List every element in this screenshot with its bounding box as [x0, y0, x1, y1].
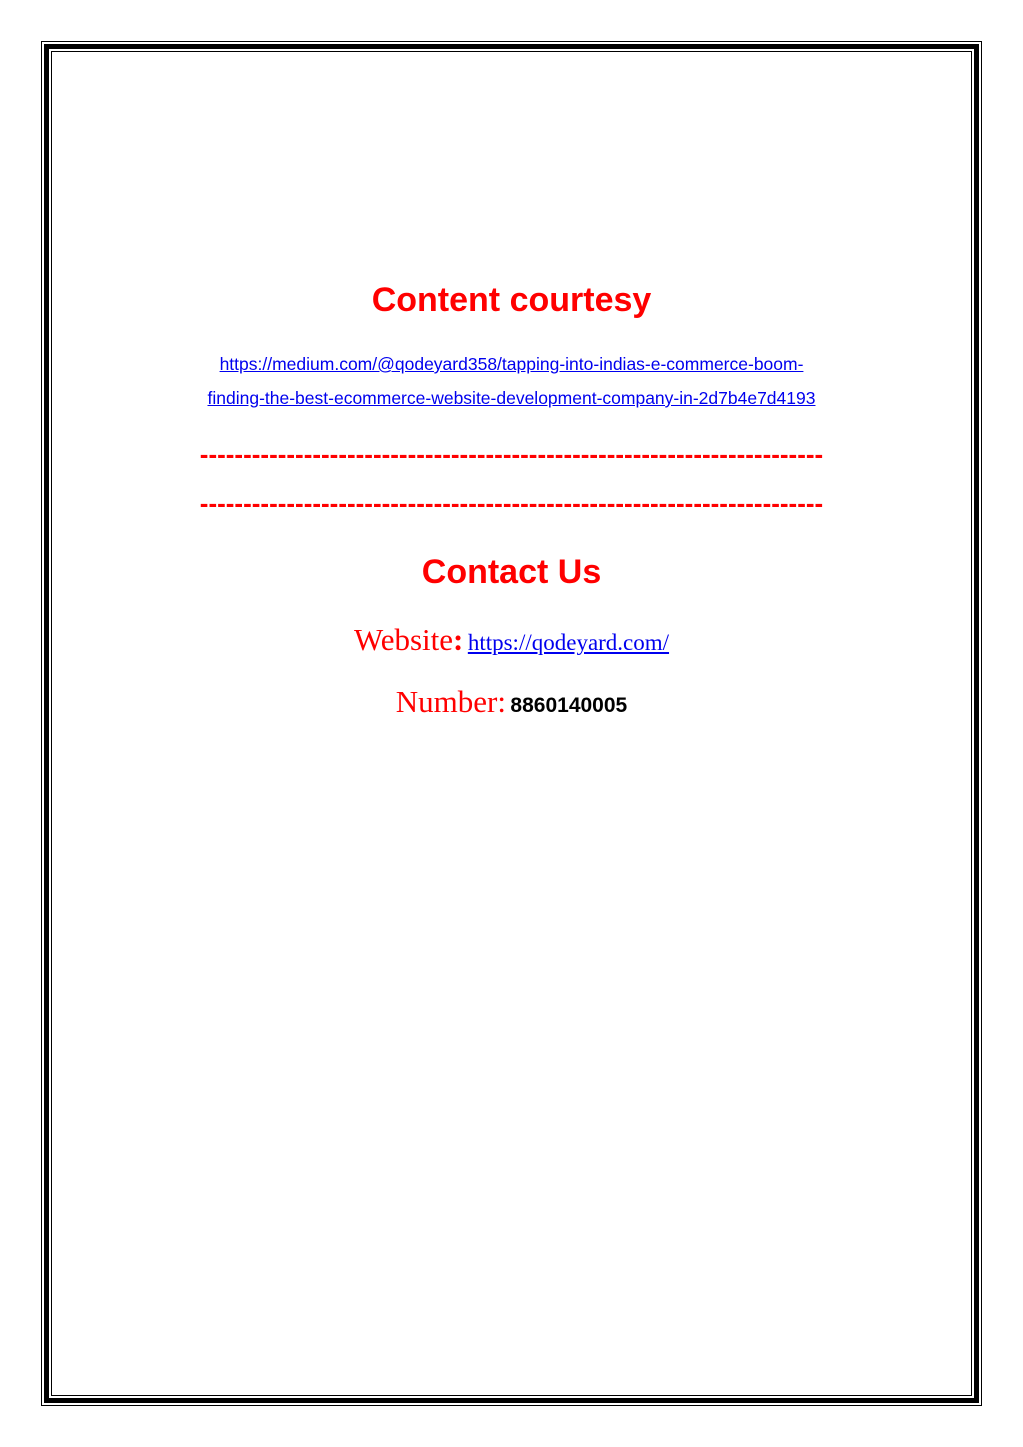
courtesy-link-line-1[interactable]: https://medium.com/@qodeyard358/tapping-into-indias-e-commerce-boom- — [219, 354, 804, 374]
content-courtesy-heading: Content courtesy — [371, 281, 652, 319]
website-row — [52, 622, 971, 658]
website-label: Website — [353, 622, 454, 657]
phone-number: 8860140005 — [510, 694, 628, 717]
number-label: Number: — [395, 684, 506, 719]
website-colon: : — [453, 622, 464, 657]
contact-us-heading: Contact Us — [421, 553, 602, 591]
separator-dashes-2: ------------------------------------------------------------------------ — [199, 488, 824, 518]
website-link[interactable]: https://qodeyard.com/ — [467, 630, 670, 655]
courtesy-link-block — [52, 347, 971, 415]
number-row — [52, 684, 971, 720]
page-border-inner — [51, 51, 972, 1396]
courtesy-link-line-2[interactable]: finding-the-best-ecommerce-website-development-company-in-2d7b4e7d4193 — [207, 388, 816, 408]
separator-dashes-1: ------------------------------------------------------------------------ — [199, 439, 824, 469]
